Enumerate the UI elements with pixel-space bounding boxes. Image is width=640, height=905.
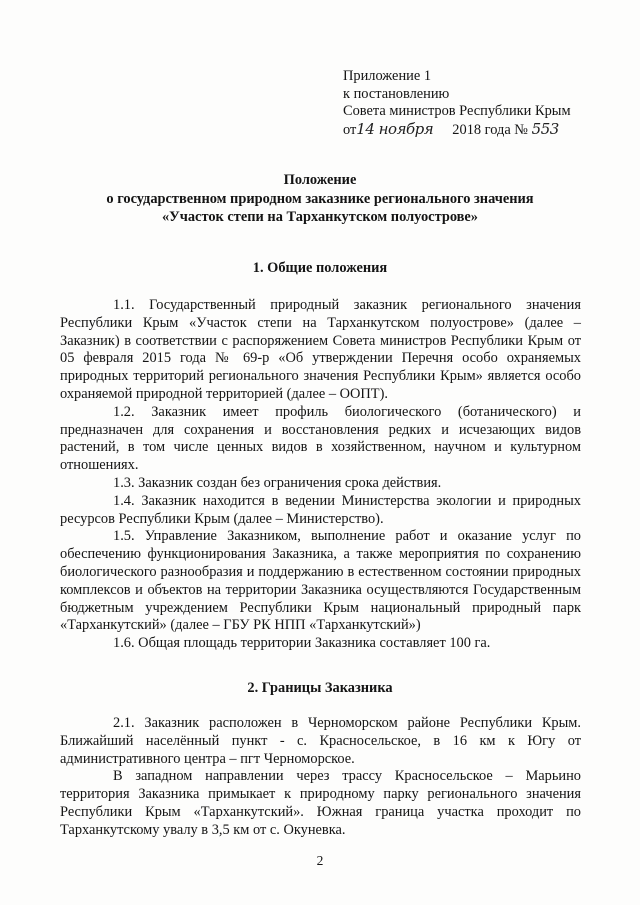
appendix-line-council: Совета министров Республики Крым — [343, 103, 571, 119]
appendix-title: Приложение 1 — [343, 68, 432, 84]
handwritten-date: 14 ноября — [356, 119, 434, 138]
paragraph-1-1: 1.1. Государственный природный заказник регионального значения Республики Крым «Участок степи на Тарханкутском полуострове» (далее – Заказник) в соответствии с распоряжением Совета министров Республики Крым от 05 февраля 2015 года № 69-р «Об утверждении Перечня особо охраняемых природных территорий регионального значения Республики Крым» является особо охраняемой природной территорией (далее – ООПТ). — [60, 297, 581, 402]
page-number: 2 — [316, 853, 324, 868]
paragraph-1-2: 1.2. Заказник имеет профиль биологического (ботанического) и предназначен для сохранения и восстановления редких и исчезающих видов растений, в том числе ценных видов в хозяйственном, научном и культурном отношениях. — [60, 403, 581, 474]
paragraph-1-4: 1.4. Заказник находится в ведении Министерства экологии и природных ресурсов Республики Крым (далее – Министерство). — [60, 492, 581, 527]
year-text: 2018 года № — [452, 121, 529, 138]
document-title — [60, 171, 580, 227]
paragraph-2-1: 2.1. Заказник расположен в Черноморском районе Республики Крым. Ближайший населённый пункт - с. Красносельское, в 16 км к Югу от административного центра – пгт Черноморское. — [60, 715, 581, 767]
section-2-heading: 2. Границы Заказника — [247, 680, 393, 696]
section-1-body — [60, 297, 581, 653]
section-2-body — [60, 715, 581, 840]
paragraph-1-6: 1.6. Общая площадь территории Заказника составляет 100 га. — [113, 635, 491, 652]
paragraph-1-5: 1.5. Управление Заказником, выполнение работ и оказание услуг по обеспечению функционирования Заказника, а также мероприятия по сохранению биологического разнообразия и поддержанию в естественном состоянии природных комплексов и объектов на территории Заказника осуществляются Государственным бюджетным учреждением Республики Крым национальный природный парк «Тарханкутский» (далее – ГБУ РК НПП «Тарханкутский») — [60, 528, 581, 634]
paragraph-1-3: 1.3. Заказник создан без ограничения срока действия. — [113, 474, 442, 491]
appendix-line-resolution: к постановлению — [343, 85, 450, 102]
paragraph-2-2: В западном направлении через трассу Красносельское – Марьино территория Заказника примыкает к природному парку регионального значения Республики Крым «Тарханкутский». Южная граница участка проходит по Тарханкутскому увалу в 3,5 км от с. Окуневка. — [60, 768, 581, 838]
appendix-date-line — [343, 121, 571, 140]
handwritten-number: 553 — [531, 119, 559, 138]
date-prefix: от — [343, 121, 357, 138]
title-line-1: Положение — [283, 172, 357, 188]
section-1-heading: 1. Общие положения — [252, 260, 388, 276]
appendix-block — [343, 68, 571, 139]
title-line-2: о государственном природном заказнике регионального значения — [106, 190, 534, 207]
title-line-3: «Участок степи на Тарханкутском полуострове» — [161, 209, 479, 225]
